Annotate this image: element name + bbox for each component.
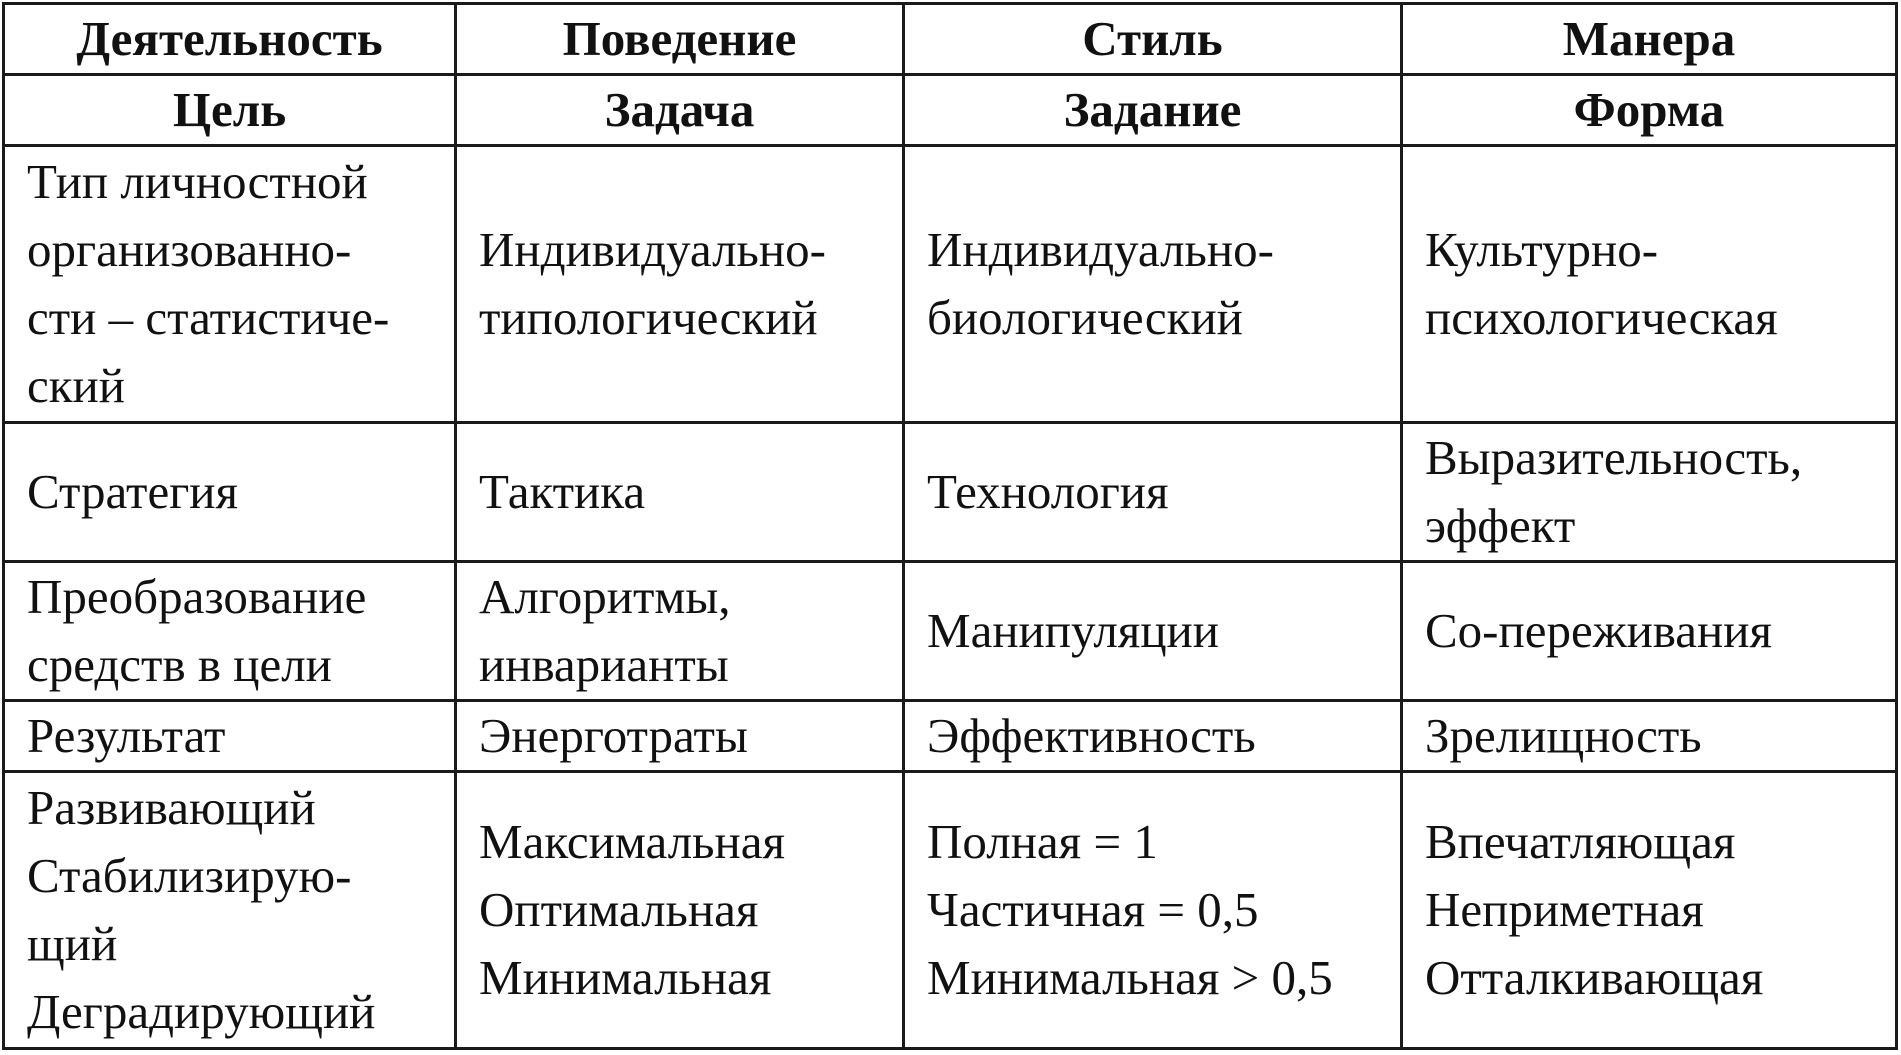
cell-line: типологический	[479, 290, 818, 345]
cell-line: Технология	[927, 464, 1169, 519]
cell-line: средств в цели	[27, 637, 332, 692]
cell-line: Неприметная	[1425, 882, 1704, 937]
table-cell	[456, 146, 904, 423]
table-row	[4, 772, 1897, 1049]
cell-line: Зрелищность	[1425, 708, 1702, 763]
table-cell	[4, 423, 456, 562]
cell-line: Манипуляции	[927, 603, 1219, 658]
header-row-1	[4, 4, 1897, 75]
cell-line: Преобразование	[27, 569, 367, 624]
cell-line: Развивающий	[27, 780, 316, 835]
cell-line: Полная = 1	[927, 814, 1158, 869]
cell-line: ский	[27, 358, 125, 413]
comparison-table	[2, 2, 1898, 1050]
cell-line: щий	[27, 916, 118, 971]
table-cell	[1402, 146, 1897, 423]
header-row-2	[4, 75, 1897, 146]
cell-line: Деградирующий	[27, 984, 376, 1039]
table-cell	[456, 423, 904, 562]
table-row	[4, 701, 1897, 772]
cell-line: Индивидуально-	[927, 222, 1274, 277]
cell-line: Стратегия	[27, 464, 239, 519]
table-cell	[4, 146, 456, 423]
header-cell: Задача	[456, 75, 904, 146]
table-cell	[1402, 701, 1897, 772]
cell-line: Эффективность	[927, 708, 1256, 763]
cell-line: Максимальная	[479, 814, 786, 869]
table-row	[4, 146, 1897, 423]
cell-line: Индивидуально-	[479, 222, 826, 277]
cell-line: сти – статистиче-	[27, 290, 390, 345]
header-cell: Цель	[4, 75, 456, 146]
cell-line: Тип личностной	[27, 154, 368, 209]
table-cell	[4, 562, 456, 701]
cell-line: организованно-	[27, 222, 352, 277]
table-cell	[904, 701, 1402, 772]
cell-line: Со-переживания	[1425, 603, 1773, 658]
cell-line: Частичная = 0,5	[927, 882, 1259, 937]
table-cell	[904, 772, 1402, 1049]
header-cell: Манера	[1402, 4, 1897, 75]
table-cell	[1402, 562, 1897, 701]
table-cell	[4, 701, 456, 772]
table-cell	[456, 772, 904, 1049]
table-cell	[1402, 423, 1897, 562]
cell-line: Оптимальная	[479, 882, 759, 937]
header-cell: Поведение	[456, 4, 904, 75]
header-cell: Стиль	[904, 4, 1402, 75]
cell-line: Минимальная	[479, 950, 772, 1005]
table-cell	[904, 423, 1402, 562]
table-cell	[904, 562, 1402, 701]
header-cell: Форма	[1402, 75, 1897, 146]
table-cell	[4, 772, 456, 1049]
table-cell	[904, 146, 1402, 423]
table-cell	[456, 562, 904, 701]
cell-line: Алгоритмы,	[479, 569, 731, 624]
table-row	[4, 562, 1897, 701]
cell-line: Тактика	[479, 464, 646, 519]
cell-line: Минимальная > 0,5	[927, 950, 1333, 1005]
cell-line: Результат	[27, 708, 226, 763]
table-row	[4, 423, 1897, 562]
cell-line: эффект	[1425, 498, 1576, 553]
cell-line: Культурно-	[1425, 222, 1659, 277]
header-cell: Деятельность	[4, 4, 456, 75]
table-cell	[456, 701, 904, 772]
cell-line: Выразительность,	[1425, 430, 1803, 485]
cell-line: Отталкивающая	[1425, 950, 1764, 1005]
cell-line: Впечатляющая	[1425, 814, 1736, 869]
cell-line: психологическая	[1425, 290, 1778, 345]
table-cell	[1402, 772, 1897, 1049]
cell-line: биологический	[927, 290, 1243, 345]
cell-line: Энерготраты	[479, 708, 748, 763]
cell-line: Стабилизирую-	[27, 848, 352, 903]
header-cell: Задание	[904, 75, 1402, 146]
cell-line: инварианты	[479, 637, 729, 692]
